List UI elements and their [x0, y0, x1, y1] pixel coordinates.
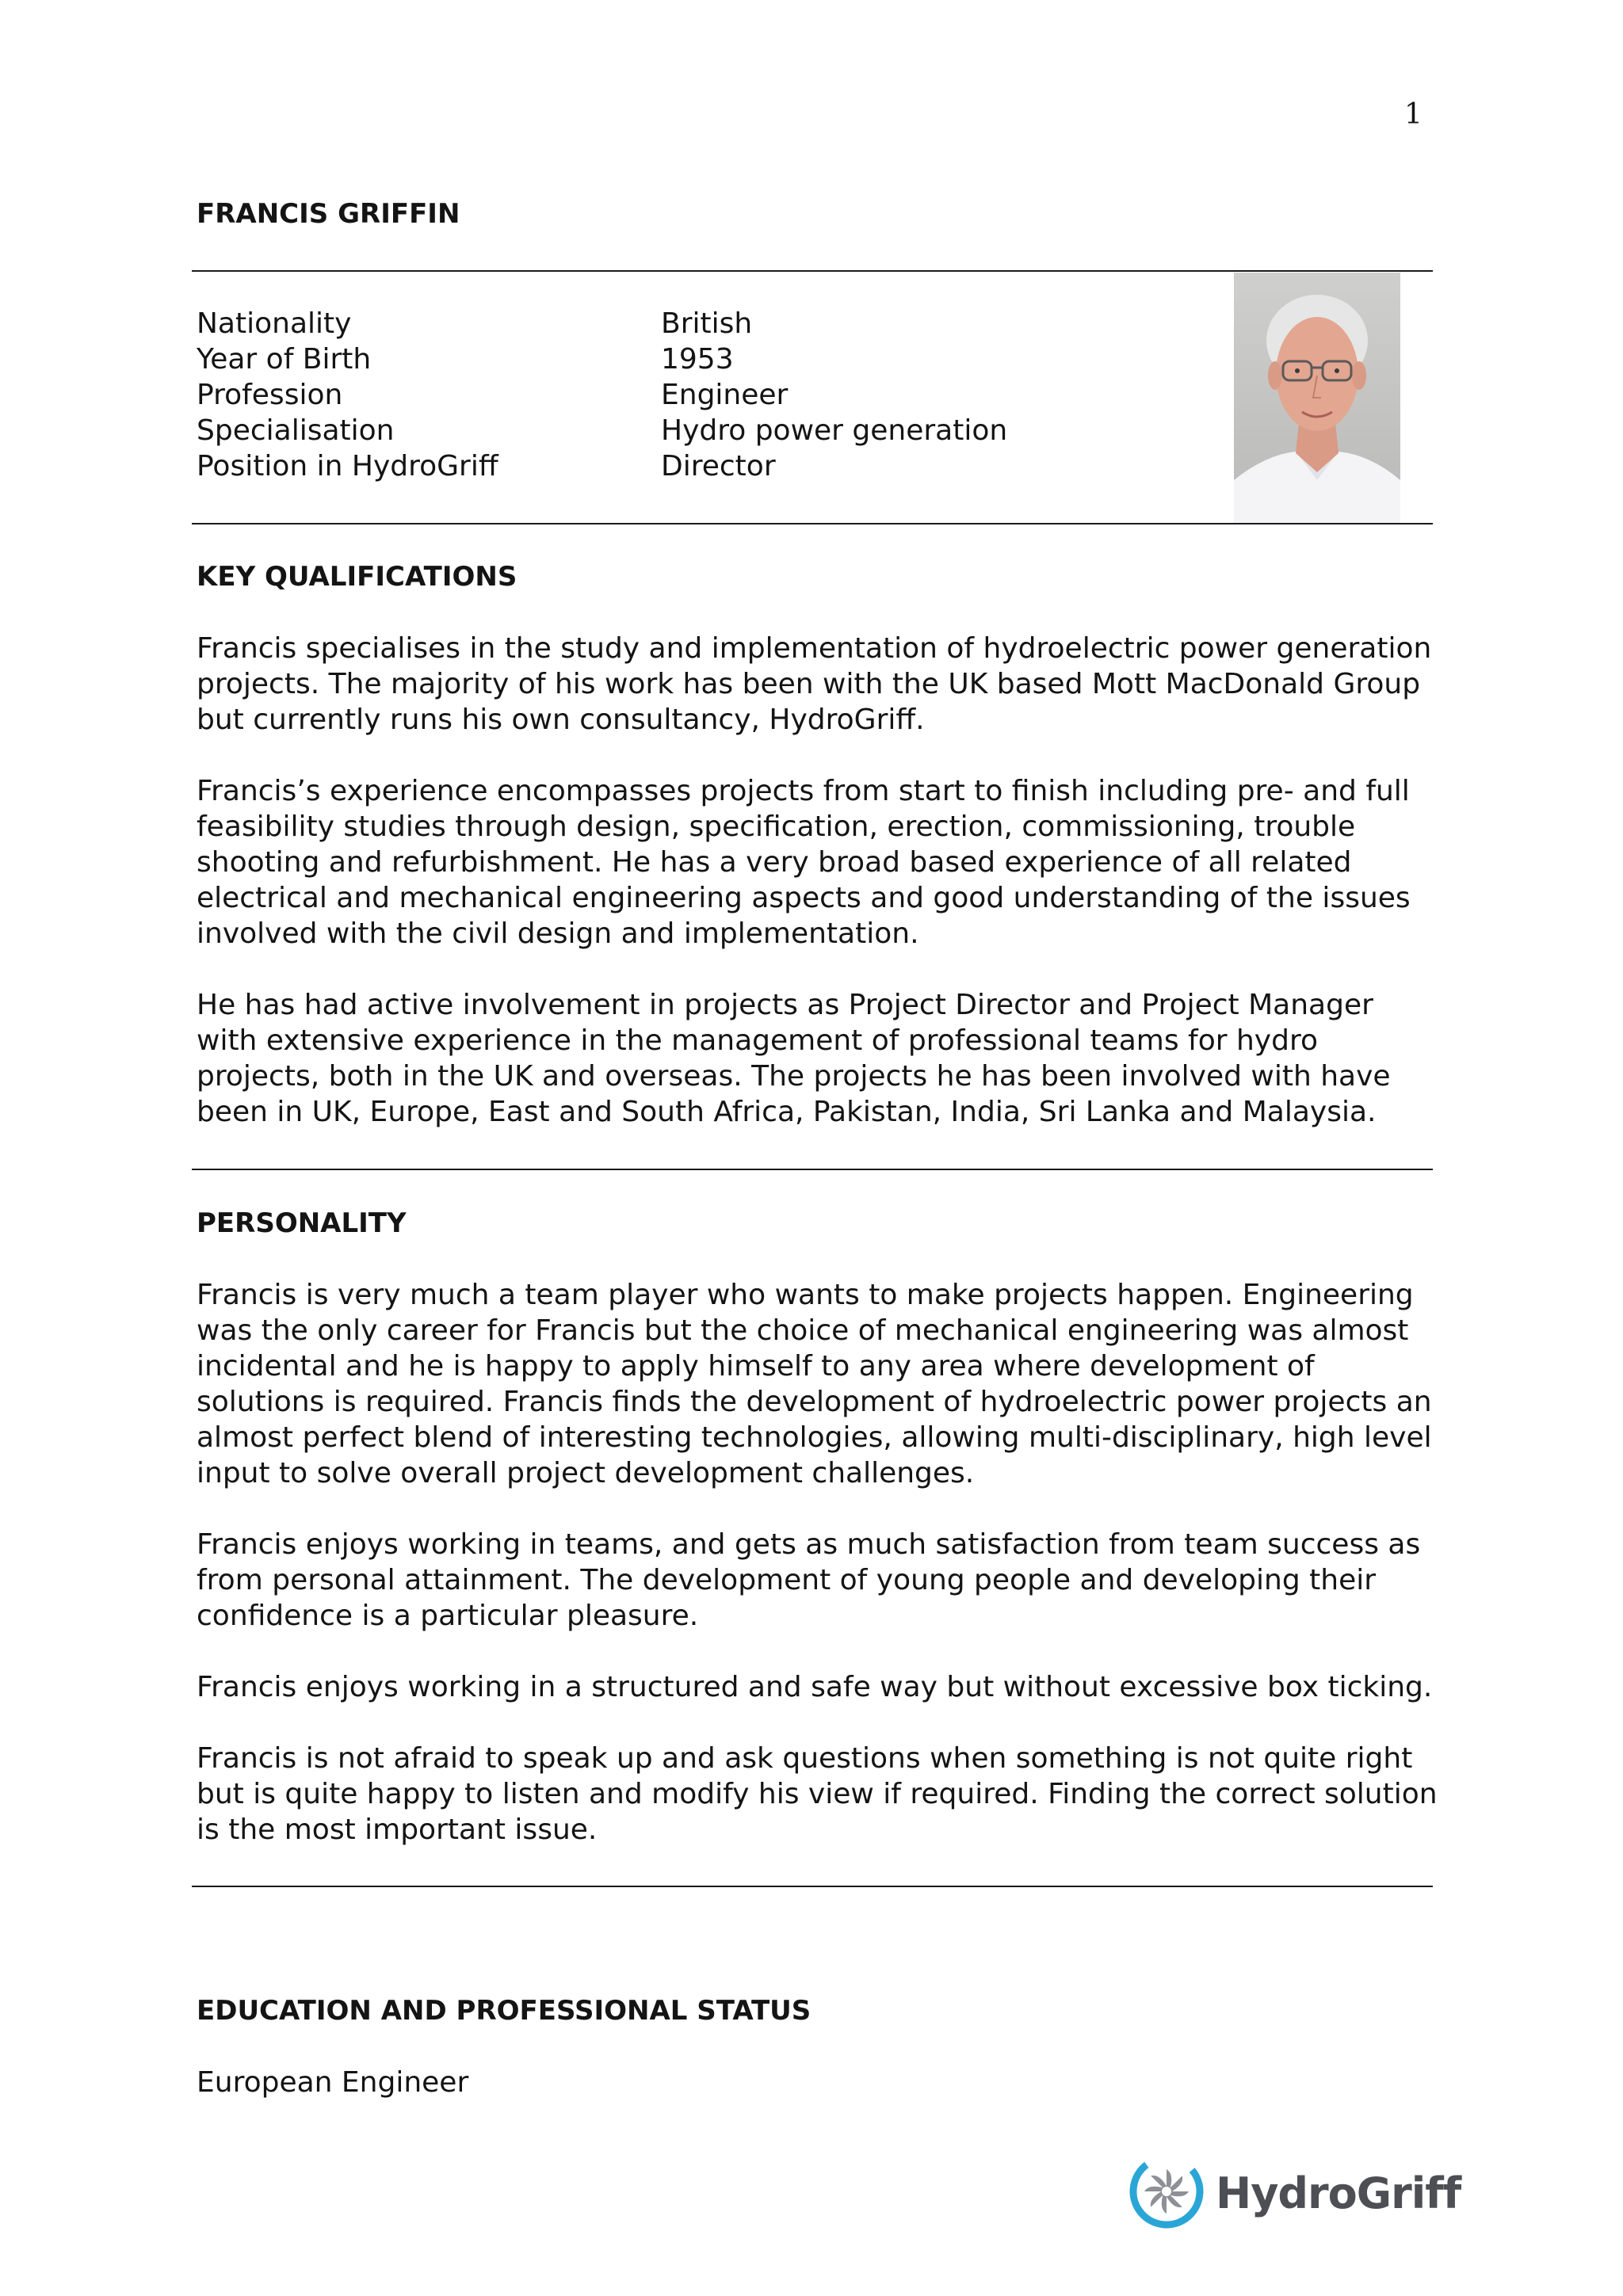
info-row-year-of-birth: [197, 341, 1007, 377]
info-label: Profession: [197, 379, 343, 411]
page-number: 1: [1404, 98, 1423, 131]
portrait-photo: [1234, 273, 1400, 524]
personality-paragraph: Francis enjoys working in a structured and safe way but without excessive box ticking.: [197, 1671, 1433, 1703]
info-label: Nationality: [197, 307, 352, 340]
education-body: [197, 2065, 1441, 2100]
personality-heading: PERSONALITY: [197, 1207, 407, 1239]
personality-body: [197, 1277, 1441, 1883]
info-divider: [192, 523, 1433, 524]
info-label: Position in HydroGriff: [197, 450, 498, 482]
education-item: European Engineer: [197, 2066, 469, 2099]
personal-info-table: [197, 306, 1007, 484]
key-qualifications-paragraph: Francis specialises in the study and implementation of hydroelectric power generation projects. The majority of his work has been with the UK based Mott MacDonald Group but currently runs his own consultancy, HydroGriff.: [197, 632, 1432, 736]
info-value: 1953: [661, 343, 734, 376]
personality-paragraph: Francis is very much a team player who wants to make projects happen. Engineering was the only career for Francis but the choice of mechanical engineering was almost incidental and he is happy to apply himself to any area where development of solutions is required. Francis finds the development of hydroelectric power projects an almost perfect blend of interesting technologies, allowing multi-disciplinary, high level input to solve overall project development challenges.: [197, 1279, 1432, 1489]
turbine-wheel-icon: [1128, 2153, 1205, 2233]
info-label: Specialisation: [197, 414, 395, 447]
info-row-nationality: [197, 306, 1007, 341]
info-label: Year of Birth: [197, 343, 372, 376]
info-value: Engineer: [661, 379, 789, 411]
info-row-specialisation: [197, 413, 1007, 448]
personality-paragraph: Francis enjoys working in teams, and gets as much satisfaction from team success as from personal attainment. The development of young people and developing their confidence is a particular pleasure.: [197, 1528, 1421, 1632]
personality-divider: [192, 1886, 1433, 1887]
key-qualifications-body: [197, 631, 1441, 1165]
info-value: British: [661, 307, 753, 340]
info-row-profession: [197, 377, 1007, 413]
education-heading: EDUCATION AND PROFESSIONAL STATUS: [197, 1995, 812, 2027]
key-qualifications-heading: KEY QUALIFICATIONS: [197, 561, 517, 593]
header-divider: [192, 270, 1433, 272]
key-qualifications-paragraph: He has had active involvement in projects as Project Director and Project Manager with extensive experience in the management of professional teams for hydro projects, both in the UK and overseas. The projects he has been involved with have been in UK, Europe, East and South Africa, Pakistan, India, Sri Lanka and Malaysia.: [197, 989, 1391, 1128]
info-value: Director: [661, 450, 776, 482]
logo-wordmark: HydroGriff: [1216, 2168, 1461, 2218]
qualifications-divider: [192, 1169, 1433, 1170]
personality-paragraph: Francis is not afraid to speak up and ask questions when something is not quite right but is quite happy to listen and modify his view if required. Finding the correct solution is the most important issue.: [197, 1742, 1438, 1846]
info-row-position: [197, 448, 1007, 484]
candidate-name-heading: FRANCIS GRIFFIN: [197, 198, 460, 230]
hydrogriff-logo: [1128, 2153, 1461, 2233]
key-qualifications-paragraph: Francis’s experience encompasses projects from start to finish including pre- and full feasibility studies through design, specification, erection, commissioning, trouble shooting and refurbishment. He has a very broad based experience of all related electrical and mechanical engineering aspects and good understanding of the issues involved with the civil design and implementation.: [197, 775, 1411, 950]
info-value: Hydro power generation: [661, 414, 1008, 447]
